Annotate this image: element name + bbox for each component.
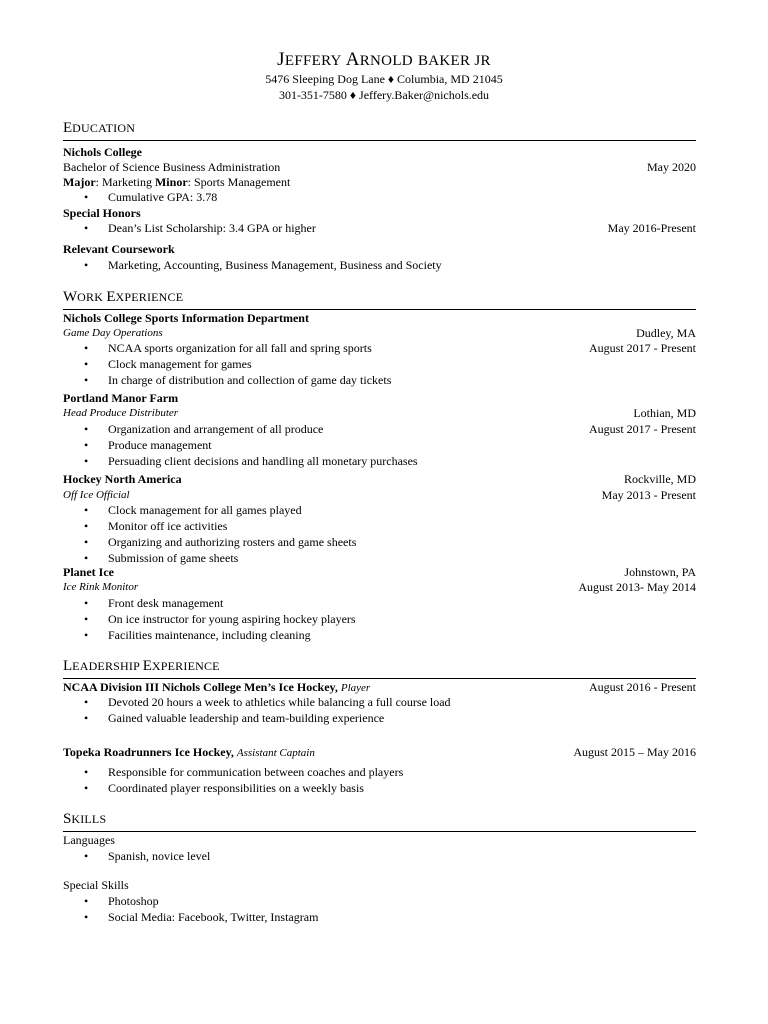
coursework-label: Relevant Coursework [63, 242, 175, 256]
honors-label: Special Honors [63, 206, 141, 220]
job-title: Game Day Operations [63, 327, 163, 339]
job-title: Ice Rink Monitor [63, 581, 139, 593]
job-org: Hockey North America [63, 472, 182, 486]
list-item: • Clock management for games [88, 357, 232, 373]
list-item: • Devoted 20 hours a week to athletics while balancing a full course load [88, 695, 431, 711]
major-minor: Major: Marketing Minor: Sports Management [63, 175, 291, 189]
list-item: • Front desk management [88, 596, 203, 612]
list-item: • Marketing, Accounting, Business Management, Business and Society [88, 258, 422, 274]
role-dates: August 2015 – May 2016 [573, 745, 696, 759]
job-title: Off Ice Official [63, 489, 130, 501]
list-item: • Persuading client decisions and handling all monetary purchases [88, 454, 398, 470]
list-item: • Coordinated player responsibilities on a weekly basis [88, 781, 344, 797]
job-location: Lothian, MD [633, 406, 696, 420]
job-dates: May 2013 - Present [601, 488, 696, 502]
list-item: • Spanish, novice level [88, 849, 190, 865]
list-item: • NCAA sports organization for all fall and spring sports [88, 341, 352, 357]
list-item: • Dean’s List Scholarship: 3.4 GPA or higher [88, 221, 296, 237]
list-item: • Clock management for all games played [88, 503, 282, 519]
candidate-name: JEFFERY ARNOLD BAKER JR [277, 49, 491, 70]
skills-heading: SKILLS [63, 810, 696, 832]
list-item: • Responsible for communication between coaches and players [88, 765, 383, 781]
contact-line: 301-351-7580 ♦ Jeffery.Baker@nichols.edu [278, 88, 490, 102]
list-item: • Monitor off ice activities [88, 519, 207, 535]
job-dates: August 2013- May 2014 [578, 580, 696, 594]
honors-date: May 2016-Present [607, 221, 696, 235]
list-item: • Organizing and authorizing rosters and game sheets [88, 535, 336, 551]
list-item: • Photoshop [88, 894, 139, 910]
role-org: Topeka Roadrunners Ice Hockey, Assistant Captain [63, 745, 315, 759]
address-line: 5476 Sleeping Dog Lane ♦ Columbia, MD 21045 [265, 72, 503, 86]
list-item: • Facilities maintenance, including cleaning [88, 628, 291, 644]
job-title: Head Produce Distributer [63, 407, 179, 419]
degree: Bachelor of Science Business Administration [63, 160, 281, 174]
list-item: • Gained valuable leadership and team-building experience [88, 711, 364, 727]
job-org: Portland Manor Farm [63, 391, 179, 405]
role-org: NCAA Division III Nichols College Men’s Ice Hockey, Player [63, 680, 371, 694]
job-org: Nichols College Sports Information Department [63, 311, 309, 325]
languages-label: Languages [63, 833, 115, 847]
list-item: • Produce management [88, 438, 192, 454]
list-item: • Organization and arrangement of all produce [88, 422, 303, 438]
leadership-heading: LEADERSHIP EXPERIENCE [63, 657, 696, 679]
work-heading: WORK EXPERIENCE [63, 288, 696, 310]
school-name: Nichols College [63, 145, 142, 159]
job-dates: August 2017 - Present [589, 341, 696, 355]
list-item: • Social Media: Facebook, Twitter, Instagram [88, 910, 298, 926]
job-location: Johnstown, PA [624, 565, 696, 579]
special-skills-label: Special Skills [63, 878, 129, 892]
job-location: Rockville, MD [624, 472, 696, 486]
job-dates: August 2017 - Present [589, 422, 696, 436]
job-org: Planet Ice [63, 565, 114, 579]
list-item: • On ice instructor for young aspiring hockey players [88, 612, 336, 628]
education-heading: EDUCATION [63, 119, 696, 141]
list-item: • Submission of game sheets [88, 551, 218, 567]
list-item: • Cumulative GPA: 3.78 [88, 190, 197, 206]
role-dates: August 2016 - Present [589, 680, 696, 694]
job-location: Dudley, MA [636, 326, 696, 340]
list-item: • In charge of distribution and collection of game day tickets [88, 373, 371, 389]
degree-date: May 2020 [647, 160, 696, 174]
